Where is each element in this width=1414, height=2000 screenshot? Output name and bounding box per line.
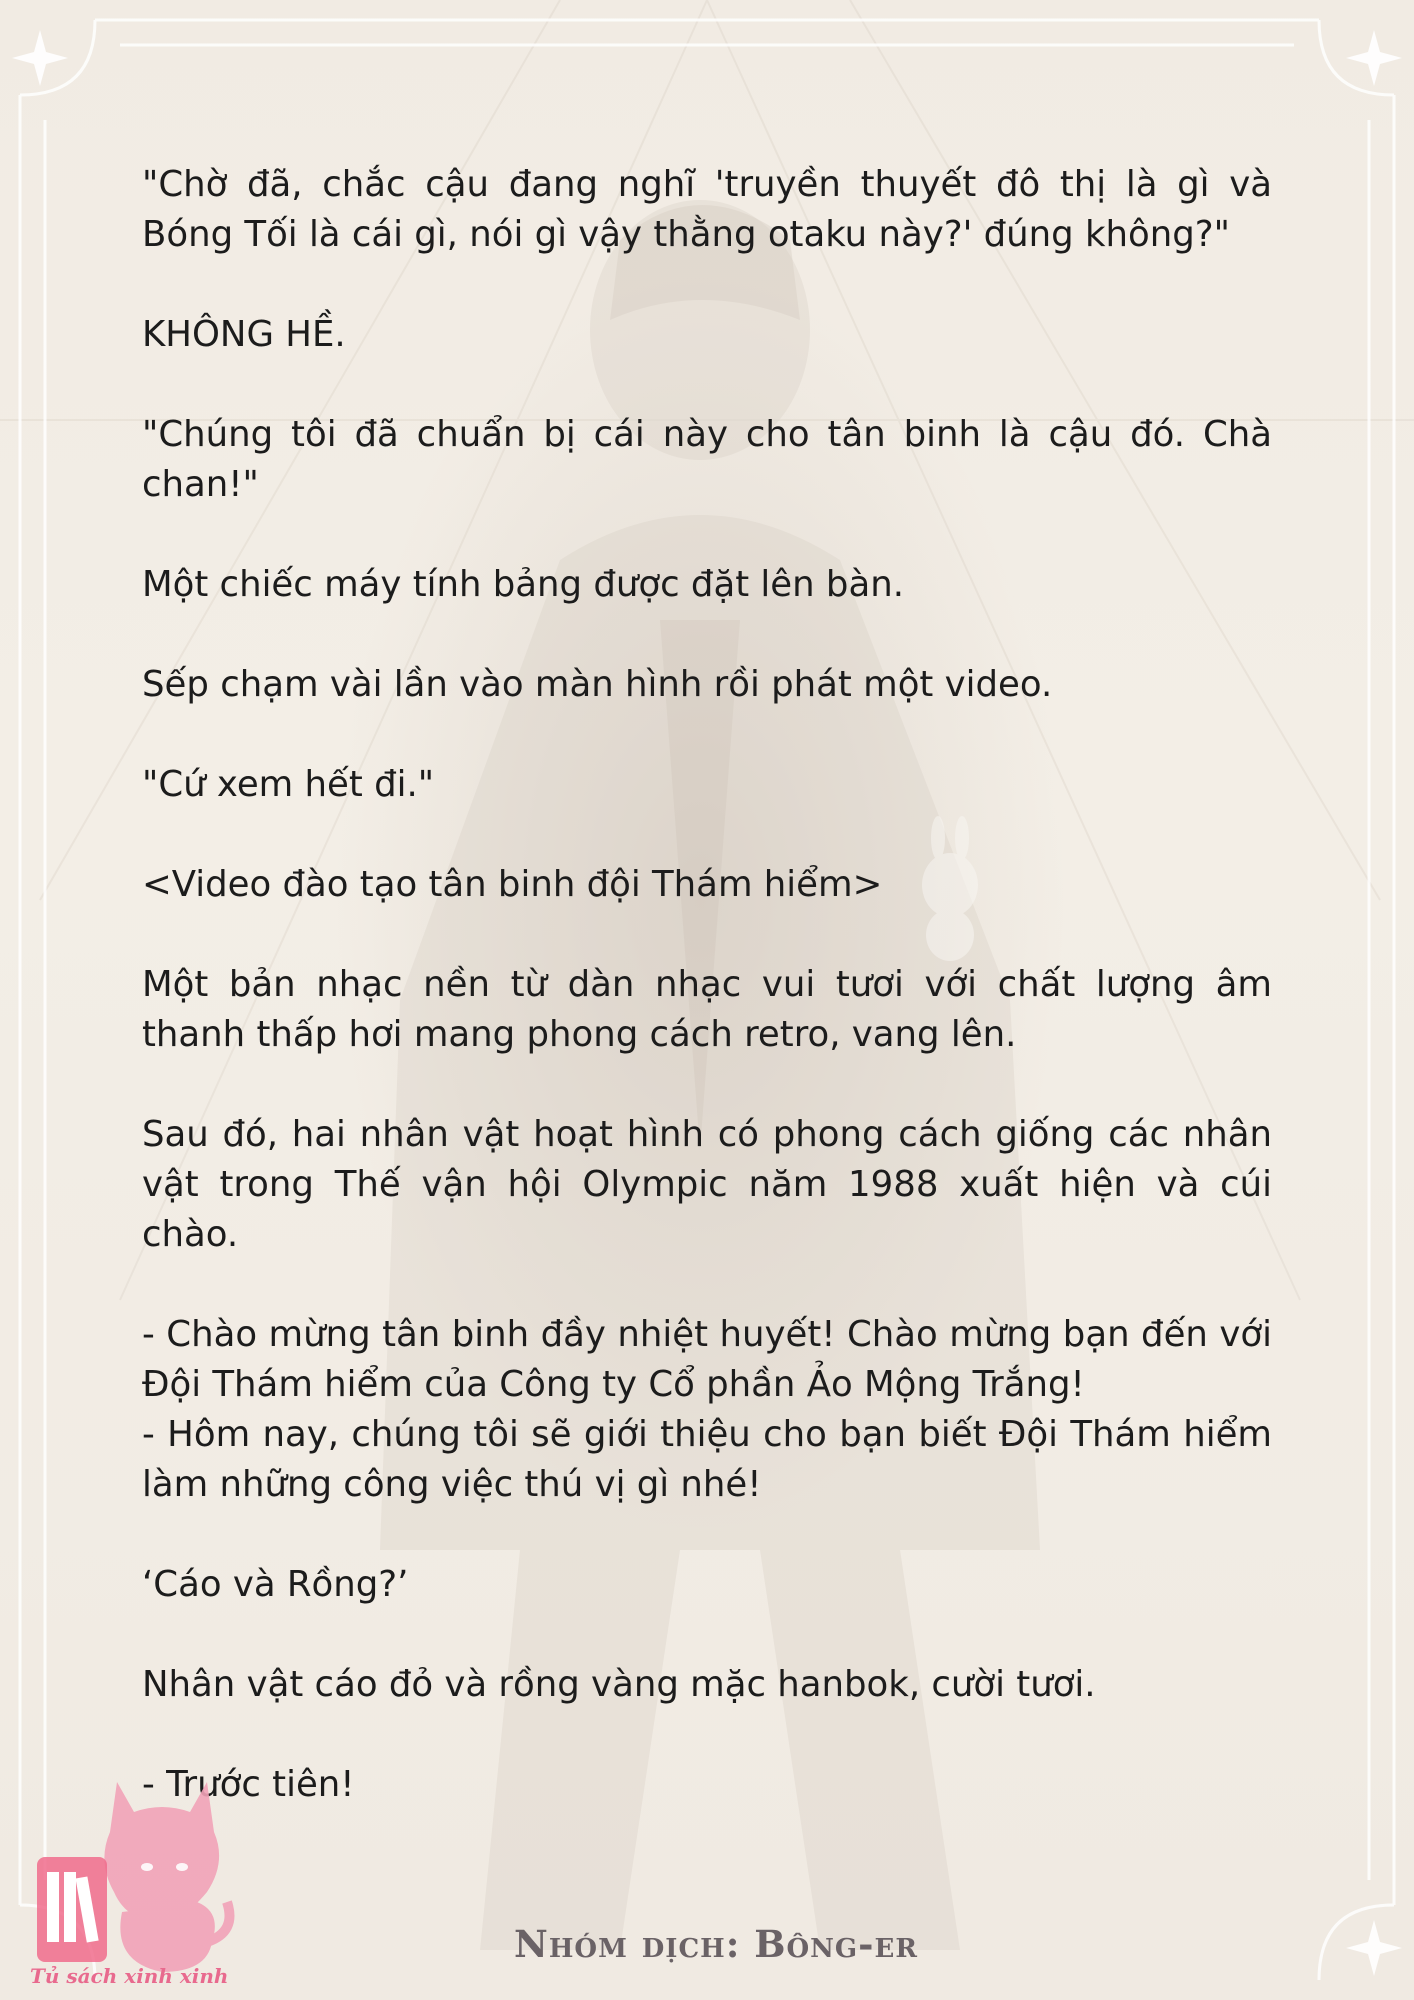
- text-line: - Trước tiên!: [142, 1764, 355, 1805]
- paragraph: [142, 1110, 1272, 1260]
- text-line: Một bản nhạc nền từ dàn nhạc vui tươi với chất lượng âm thanh thấp hơi mang phong cách retro, vang lên.: [142, 964, 1272, 1055]
- logo-text: Tủ sách xinh xinh: [30, 1964, 229, 1988]
- text-line: "Chúng tôi đã chuẩn bị cái này cho tân binh là cậu đó. Chà chan!": [142, 414, 1272, 505]
- paragraph: [142, 760, 1272, 810]
- text-line: - Hôm nay, chúng tôi sẽ giới thiệu cho bạn biết Đội Thám hiểm làm những công việc thú vị gì nhé!: [142, 1414, 1272, 1505]
- text-line: <Video đào tạo tân binh đội Thám hiểm>: [142, 864, 883, 905]
- text-line: Sếp chạm vài lần vào màn hình rồi phát một video.: [142, 664, 1053, 705]
- text-line: Sau đó, hai nhân vật hoạt hình có phong cách giống các nhân vật trong Thế vận hội Olympic năm 1988 xuất hiện và cúi chào.: [142, 1114, 1272, 1255]
- paragraph: [142, 1760, 1272, 1810]
- paragraph: [142, 160, 1272, 260]
- text-line: KHÔNG HỀ.: [142, 314, 346, 355]
- paragraph: [142, 960, 1272, 1060]
- paragraph: [142, 410, 1272, 510]
- paragraph: [142, 1310, 1272, 1510]
- paragraph: [142, 660, 1272, 710]
- text-line: "Cứ xem hết đi.": [142, 764, 435, 805]
- paragraph: [142, 560, 1272, 610]
- text-line: Một chiếc máy tính bảng được đặt lên bàn.: [142, 564, 904, 605]
- paragraph: [142, 1560, 1272, 1610]
- paragraph: [142, 1660, 1272, 1710]
- translator-credit: Nhóm dịch: Bông-er: [514, 1922, 918, 1966]
- text-line: - Chào mừng tân binh đầy nhiệt huyết! Chào mừng bạn đến với Đội Thám hiểm của Công ty Cổ phần Ảo Mộng Trắng!: [142, 1314, 1272, 1405]
- paragraph: [142, 310, 1272, 360]
- paragraph: [142, 860, 1272, 910]
- story-text: [142, 160, 1272, 1860]
- text-line: ‘Cáo và Rồng?’: [142, 1564, 409, 1605]
- text-line: Nhân vật cáo đỏ và rồng vàng mặc hanbok, cười tươi.: [142, 1664, 1096, 1705]
- text-line: "Chờ đã, chắc cậu đang nghĩ 'truyền thuyết đô thị là gì và Bóng Tối là cái gì, nói gì vậy thằng otaku này?' đúng không?": [142, 164, 1272, 255]
